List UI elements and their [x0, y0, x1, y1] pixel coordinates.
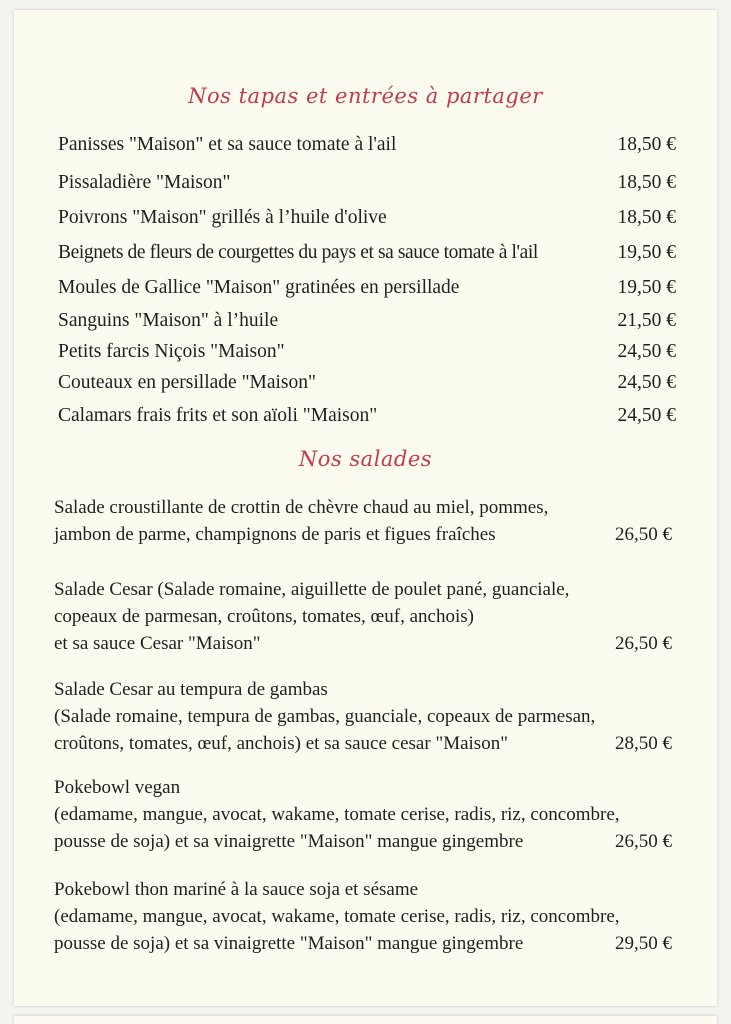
menu-item-name: Sanguins "Maison" à l’huile	[58, 310, 279, 331]
salad-price: 26,50 €	[615, 831, 672, 852]
menu-item-name: Panisses "Maison" et sa sauce tomate à l'ail	[58, 134, 397, 155]
salad-item	[54, 876, 676, 957]
menu-item-price: 19,50 €	[617, 242, 676, 263]
menu-item-price: 18,50 €	[617, 172, 676, 193]
salad-description-line: Salade Cesar au tempura de gambas	[54, 679, 328, 700]
menu-item	[58, 274, 676, 302]
salad-item	[54, 774, 676, 855]
salad-description-line: copeaux de parmesan, croûtons, tomates, œuf, anchois)	[54, 606, 474, 627]
menu-item-name: Calamars frais frits et son aïoli "Maison"	[58, 405, 378, 426]
menu-item-price: 18,50 €	[617, 134, 676, 155]
salad-price: 26,50 €	[615, 633, 672, 654]
menu-item	[58, 369, 676, 397]
menu-item	[58, 169, 676, 197]
salad-description-line: et sa sauce Cesar "Maison"	[54, 633, 261, 654]
salad-description-line: (edamame, mangue, avocat, wakame, tomate cerise, radis, riz, concombre,	[54, 804, 620, 825]
salad-description-line: Pokebowl thon mariné à la sauce soja et sésame	[54, 879, 419, 900]
menu-item-price: 19,50 €	[617, 277, 676, 298]
section-title-tapas: Nos tapas et entrées à partager	[188, 84, 543, 108]
salad-description-line: Salade Cesar (Salade romaine, aiguillette de poulet pané, guanciale,	[54, 579, 570, 600]
salad-price: 28,50 €	[615, 733, 672, 754]
salad-description-line: Pokebowl vegan	[54, 777, 181, 798]
salad-description-line: Salade croustillante de crottin de chèvre chaud au miel, pommes,	[54, 497, 549, 518]
menu-item	[58, 239, 676, 267]
menu-item-name: Beignets de fleurs de courgettes du pays et sa sauce tomate à l'ail	[58, 242, 538, 263]
menu-item-price: 24,50 €	[617, 341, 676, 362]
salad-description-line: (Salade romaine, tempura de gambas, guanciale, copeaux de parmesan,	[54, 706, 596, 727]
menu-item	[58, 402, 676, 430]
salad-description-line: (edamame, mangue, avocat, wakame, tomate cerise, radis, riz, concombre,	[54, 906, 620, 927]
menu-item	[58, 204, 676, 232]
menu-item-price: 18,50 €	[617, 207, 676, 228]
salad-description-line: pousse de soja) et sa vinaigrette "Maison" mangue gingembre	[54, 831, 524, 852]
menu-item-name: Pissaladière "Maison"	[58, 172, 231, 193]
menu-item	[58, 131, 676, 159]
menu-item-name: Petits farcis Niçois "Maison"	[58, 341, 285, 362]
menu-item-price: 21,50 €	[617, 310, 676, 331]
menu-item-price: 24,50 €	[617, 405, 676, 426]
section-title-salades: Nos salades	[298, 447, 433, 471]
menu-item	[58, 307, 676, 335]
menu-item	[58, 338, 676, 366]
salad-description-line: croûtons, tomates, œuf, anchois) et sa sauce cesar "Maison"	[54, 733, 508, 754]
menu-item-name: Couteaux en persillade "Maison"	[58, 372, 316, 393]
salad-item	[54, 576, 676, 657]
next-page-edge	[14, 1016, 717, 1024]
salad-description-line: pousse de soja) et sa vinaigrette "Maison" mangue gingembre	[54, 933, 524, 954]
salad-item	[54, 494, 676, 548]
salad-price: 26,50 €	[615, 524, 672, 545]
menu-item-price: 24,50 €	[617, 372, 676, 393]
salad-price: 29,50 €	[615, 933, 672, 954]
menu-item-name: Poivrons "Maison" grillés à l’huile d'olive	[58, 207, 387, 228]
salad-description-line: jambon de parme, champignons de paris et figues fraîches	[54, 524, 496, 545]
menu-item-name: Moules de Gallice "Maison" gratinées en persillade	[58, 277, 460, 298]
salad-item	[54, 676, 676, 757]
